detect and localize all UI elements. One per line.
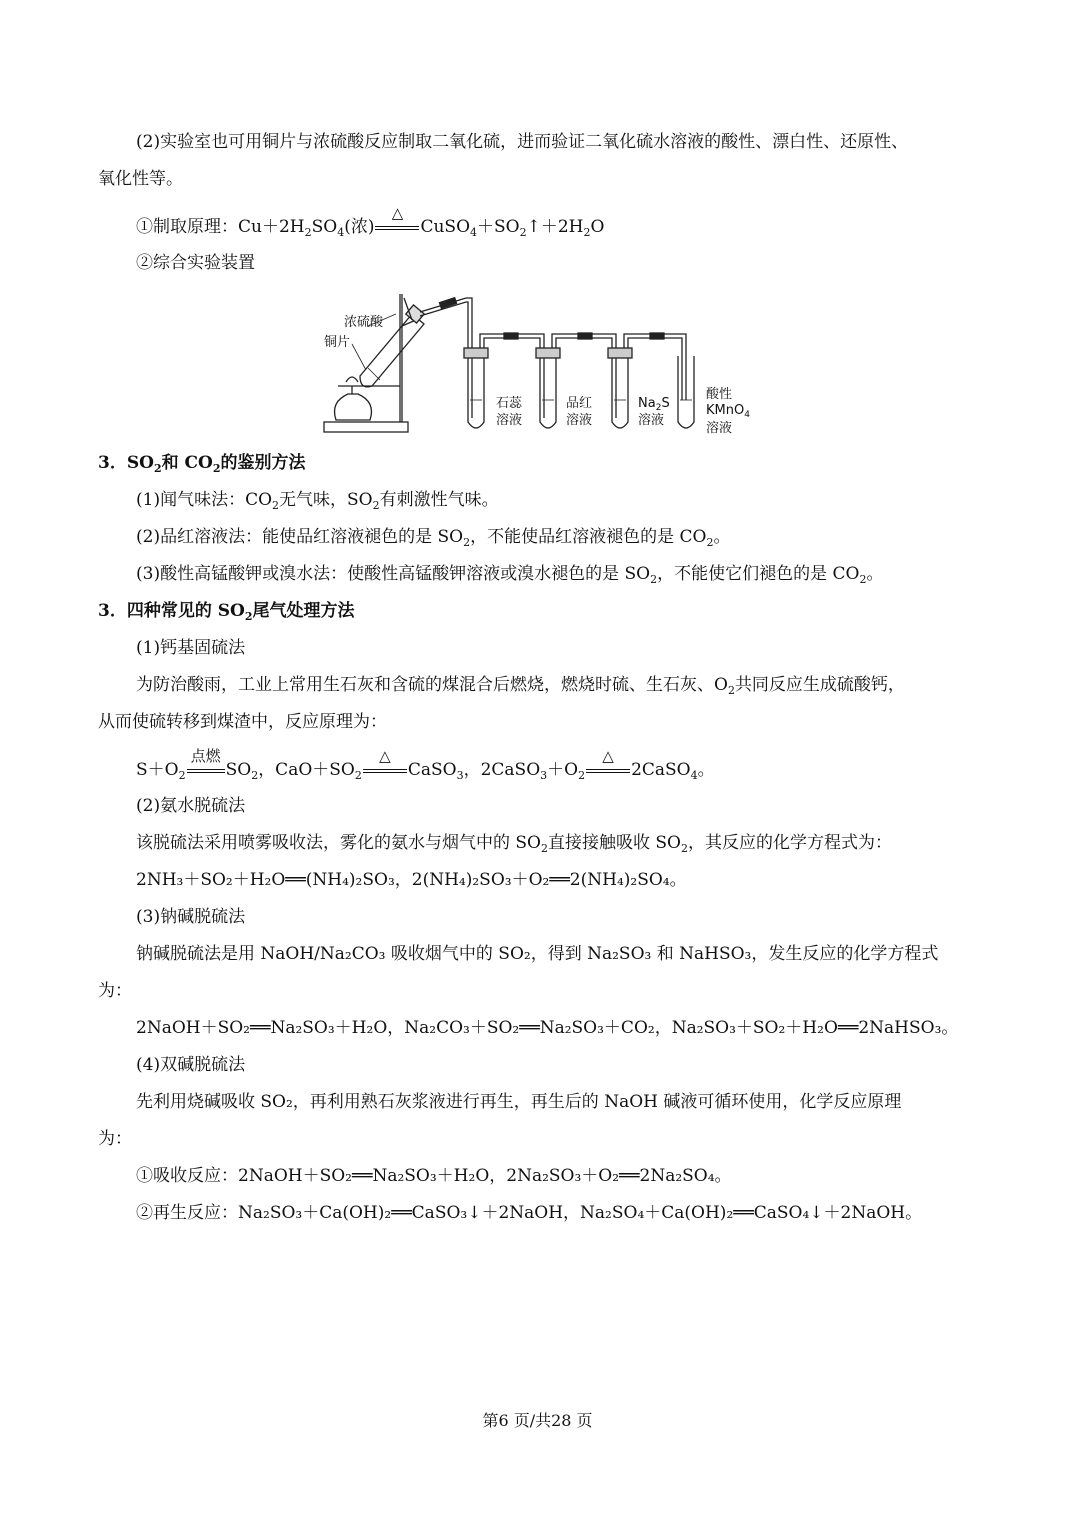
label-na2s: $Na_2S$ [638,396,670,413]
label-litmus-1: 石蕊 [496,396,523,411]
identify-method-1: (1)闻气味法：$CO_2$无气味，$SO_2$有刺激性气味。 [136,490,499,512]
label-na2s-2: 溶液 [638,413,665,428]
calcium-para-1: 为防治酸雨，工业上常用生石灰和含硫的煤混合后燃烧，燃烧时硫、生石灰、$O_2$共同反应生成硫酸钙， [136,675,905,697]
identify-heading: 3．$SO_2$和 $CO_2$的鉴别方法 [98,453,306,475]
intro-line-2: 氧化性等。 [98,169,183,189]
device-label: ②综合实验装置 [136,253,255,273]
calcium-equation: $S+O_2$ 点燃 $SO_2$，$CaO+SO_2$ △ CaSO$_3$，$2CaSO_3+O_2$ △ 2CaSO$_4$。 [136,746,715,782]
absorb-equation: ①吸收反应：2NaOH＋SO₂══Na₂SO₃＋H₂O，2Na₂SO₃＋O₂══2Na₂SO₄。 [136,1166,732,1186]
label-litmus-2: 溶液 [496,413,523,428]
apparatus-diagram [316,290,766,440]
sodium-para-1: 钠碱脱硫法是用 NaOH/Na₂CO₃ 吸收烟气中的 SO₂，得到 Na₂SO₃ 和 NaHSO₃，发生反应的化学方程式 [136,944,939,964]
test-tube-na2s [608,348,632,428]
label-kmno4-2: KMnO$_4$ [706,403,750,420]
label-magenta-1: 品红 [566,396,593,411]
stand-base [324,422,408,432]
test-tube-magenta [536,348,560,428]
calcium-para-2: 从而使硫转移到煤渣中，反应原理为： [98,712,387,732]
ammonia-equation: 2NH₃＋SO₂＋H₂O══(NH₄)₂SO₃，2(NH₄)₂SO₃＋O₂══2(NH₄)₂SO₄。 [136,870,687,890]
intro-line-1: (2)实验室也可用铜片与浓硫酸反应制取二氧化硫，进而验证二氧化硫水溶液的酸性、漂白性、还原性、 [136,132,909,152]
identify-method-2: (2)品红溶液法：能使品红溶液褪色的是 $SO_2$，不能使品红溶液褪色的是 $CO_2$。 [136,527,731,549]
heat-equals-sign: △ [363,769,407,773]
principle-equation: ①制取原理：$Cu+2H_2SO_4$(浓) △ $CuSO_4+SO_2↑+2H_2O$ [136,203,605,239]
heat-equals-sign: △ [375,226,419,230]
label-kmno4-1: 酸性 [706,387,733,402]
ammonia-title: (2)氨水脱硫法 [136,796,246,816]
label-copper: 铜片 [324,335,351,350]
double-para-2: 为： [98,1129,132,1149]
test-tube-litmus [464,348,488,428]
double-para-1: 先利用烧碱吸收 SO₂，再利用熟石灰浆液进行再生，再生后的 NaOH 碱液可循环使用，化学反应原理 [136,1092,902,1112]
double-title: (4)双碱脱硫法 [136,1055,246,1075]
sodium-para-2: 为： [98,981,132,1001]
regen-equation: ②再生反应：Na₂SO₃＋Ca(OH)₂══CaSO₃↓＋2NaOH，Na₂SO₄＋Ca(OH)₂══CaSO₄↓＋2NaOH。 [136,1203,923,1223]
label-kmno4-3: 溶液 [706,421,733,436]
sodium-title: (3)钠碱脱硫法 [136,907,246,927]
page-footer: 第6 页/共28 页 [482,1411,593,1430]
label-magenta-2: 溶液 [566,413,593,428]
tail-heading: 3．四种常见的 $SO_2$尾气处理方法 [98,601,355,623]
alcohol-lamp [335,394,372,420]
identify-method-3: (3)酸性高锰酸钾或溴水法：使酸性高锰酸钾溶液或溴水褪色的是 $SO_2$，不能使它们褪色的是 $CO_2$。 [136,564,884,586]
sodium-equation: 2NaOH＋SO₂══Na₂SO₃＋H₂O，Na₂CO₃＋SO₂══Na₂SO₃＋CO₂，Na₂SO₃＋SO₂＋H₂O══2NaHSO₃。 [136,1018,959,1038]
calcium-title: (1)钙基固硫法 [136,638,246,658]
ignite-equals-sign: 点燃 [187,769,225,773]
ammonia-para: 该脱硫法采用喷雾吸收法，雾化的氨水与烟气中的 $SO_2$直接接触吸收 $SO_2$，其反应的化学方程式为： [136,833,892,855]
label-conc-acid: 浓硫酸 [344,315,384,330]
heat-equals-sign: △ [586,769,630,773]
